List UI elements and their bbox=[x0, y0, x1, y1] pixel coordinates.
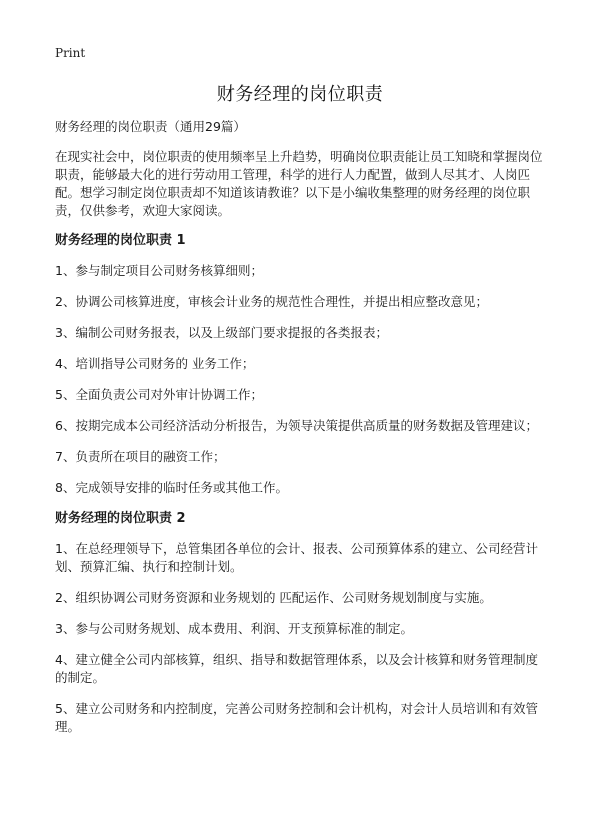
document-subtitle: 财务经理的岗位职责（通用29篇） bbox=[55, 119, 246, 134]
section-2 bbox=[55, 510, 550, 736]
list-item: 3、参与公司财务规划、成本费用、利润、开支预算标准的制定。 bbox=[55, 621, 413, 636]
list-item: 2、协调公司核算进度，审核会计业务的规范性合理性，并提出相应整改意见； bbox=[55, 294, 488, 309]
list-item: 3、编制公司财务报表，以及上级部门要求提报的各类报表； bbox=[55, 325, 388, 340]
intro-paragraph: 在现实社会中，岗位职责的使用频率呈上升趋势，明确岗位职责能让员工知晓和掌握岗位职责，能够最大化的进行劳动用工管理，科学的进行人力配置，做到人尽其才、人岗匹配。想学习制定岗位职责却不知道该请教谁？以下是小编收集整理的财务经理的岗位职责，仅供参考，欢迎大家阅读。 bbox=[55, 149, 543, 218]
list-item: 2、组织协调公司财务资源和业务规划的 匹配运作、公司财务规划制度与实施。 bbox=[55, 590, 492, 605]
print-label: Print bbox=[55, 46, 86, 60]
list-item: 1、在总经理领导下，总管集团各单位的会计、报表、公司预算体系的建立、公司经营计划、预算汇编、执行和控制计划。 bbox=[55, 541, 538, 574]
section-heading: 财务经理的岗位职责 1 bbox=[55, 233, 186, 248]
list-item: 8、完成领导安排的临时任务或其他工作。 bbox=[55, 480, 288, 495]
list-item: 5、建立公司财务和内控制度，完善公司财务控制和会计机构，对会计人员培训和有效管理。 bbox=[55, 701, 538, 734]
list-item: 1、参与制定项目公司财务核算细则； bbox=[55, 263, 263, 278]
list-item: 4、建立健全公司内部核算，组织、指导和数据管理体系，以及会计核算和财务管理制度的制定。 bbox=[55, 652, 538, 685]
document-body bbox=[55, 118, 550, 749]
list-item: 7、负责所在项目的融资工作； bbox=[55, 449, 226, 464]
list-item: 4、培训指导公司财务的 业务工作； bbox=[55, 356, 255, 371]
document-title: 财务经理的岗位职责 bbox=[216, 84, 384, 105]
section-heading: 财务经理的岗位职责 2 bbox=[55, 511, 186, 526]
list-item: 5、全面负责公司对外审计协调工作； bbox=[55, 387, 263, 402]
section-1 bbox=[55, 232, 550, 497]
list-item: 6、按期完成本公司经济活动分析报告，为领导决策提供高质量的财务数据及管理建议； bbox=[55, 418, 538, 433]
